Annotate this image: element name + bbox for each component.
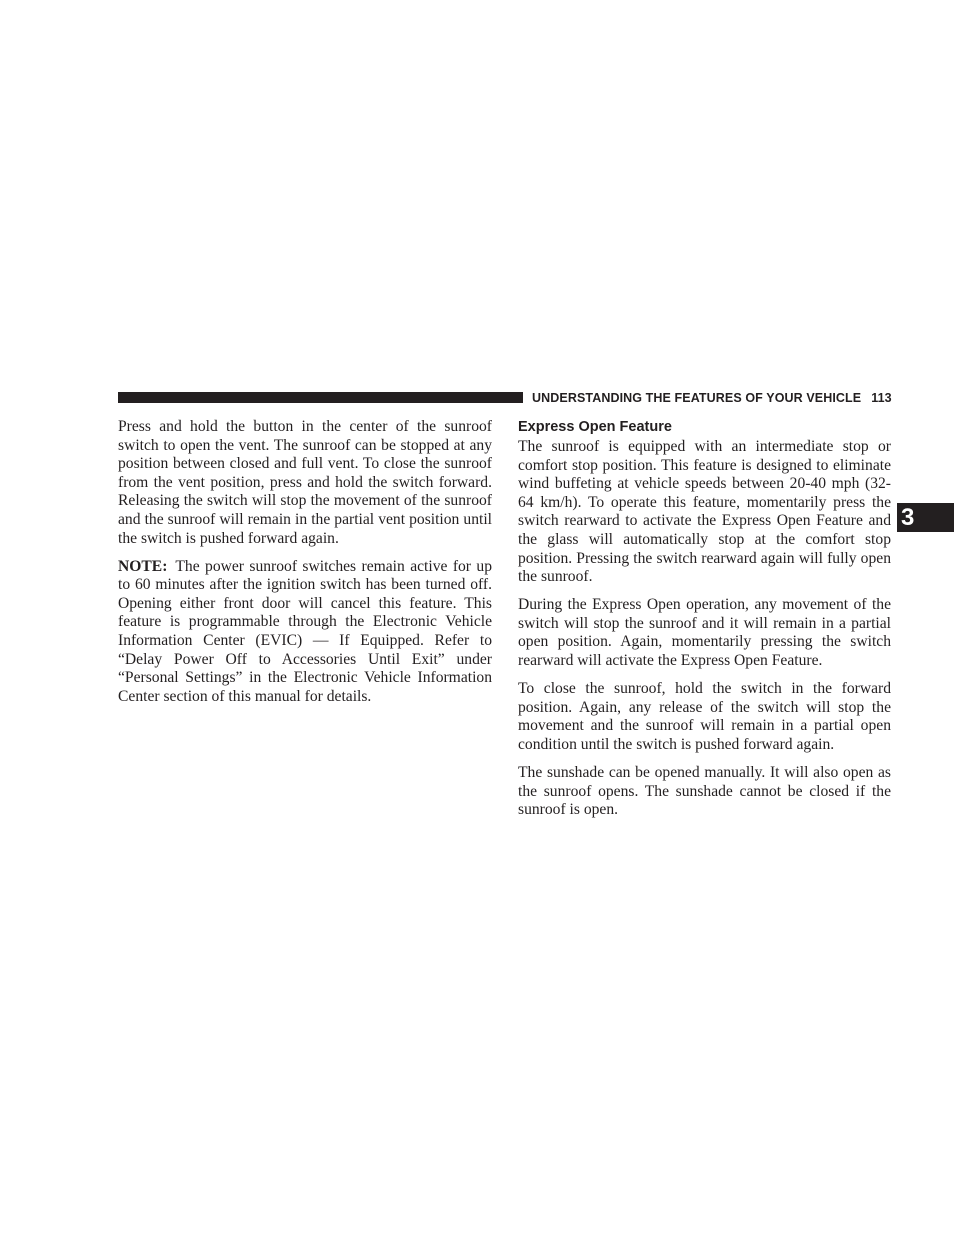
body-paragraph: The sunshade can be opened manually. It will also open as the sunroof opens. The sunshade cannot be closed if the sunroof is open. <box>518 764 891 819</box>
note-paragraph <box>118 558 492 707</box>
body-paragraph: Press and hold the button in the center of the sunroof switch to open the vent. The sunroof can be stopped at any position between closed and full vent. To close the sunroof from the vent position, press and hold the switch forward. Releasing the switch will stop the movement of the sunroof and the sunroof will remain in the partial vent position until the switch is pushed forward again. <box>118 418 492 547</box>
running-header <box>532 390 892 406</box>
left-column <box>118 418 492 716</box>
running-title: UNDERSTANDING THE FEATURES OF YOUR VEHICLE <box>532 391 862 405</box>
body-paragraph: The sunroof is equipped with an intermediate stop or comfort stop position. This feature is designed to eliminate wind buffeting at vehicle speeds between 20-40 mph (32-64 km/h). To operate this feature, momentarily press the switch rearward to activate the Express Open Feature and the glass will automatically stop at the comfort stop position. Pressing the switch rearward again will fully open the sunroof. <box>518 438 891 586</box>
right-column <box>518 418 891 829</box>
header-rule-bar <box>118 392 523 403</box>
body-paragraph: During the Express Open operation, any movement of the switch will stop the sunroof and it will remain in a partial open position. Again, momentarily pressing the switch rearward will activate the Express Open Feature. <box>518 596 891 670</box>
page-number: 113 <box>871 391 892 405</box>
section-heading: Express Open Feature <box>518 419 672 435</box>
note-label: NOTE: <box>118 557 168 575</box>
note-text: The power sunroof switches remain active for up to 60 minutes after the ignition switch has been turned off. Opening either front door will cancel this feature. This feature is programmable through the Electronic Vehicle Information Center (EVIC) — If Equipped. Refer to “Delay Power Off to Accessories Until Exit” under “Personal Settings” in the Electronic Vehicle Information Center section of this manual for details. <box>118 557 492 705</box>
chapter-tab: 3 <box>897 503 954 532</box>
body-paragraph: To close the sunroof, hold the switch in the forward position. Again, any release of the switch will stop the movement and the sunroof will remain in a partial open condition until the switch is pushed forward again. <box>518 680 891 753</box>
